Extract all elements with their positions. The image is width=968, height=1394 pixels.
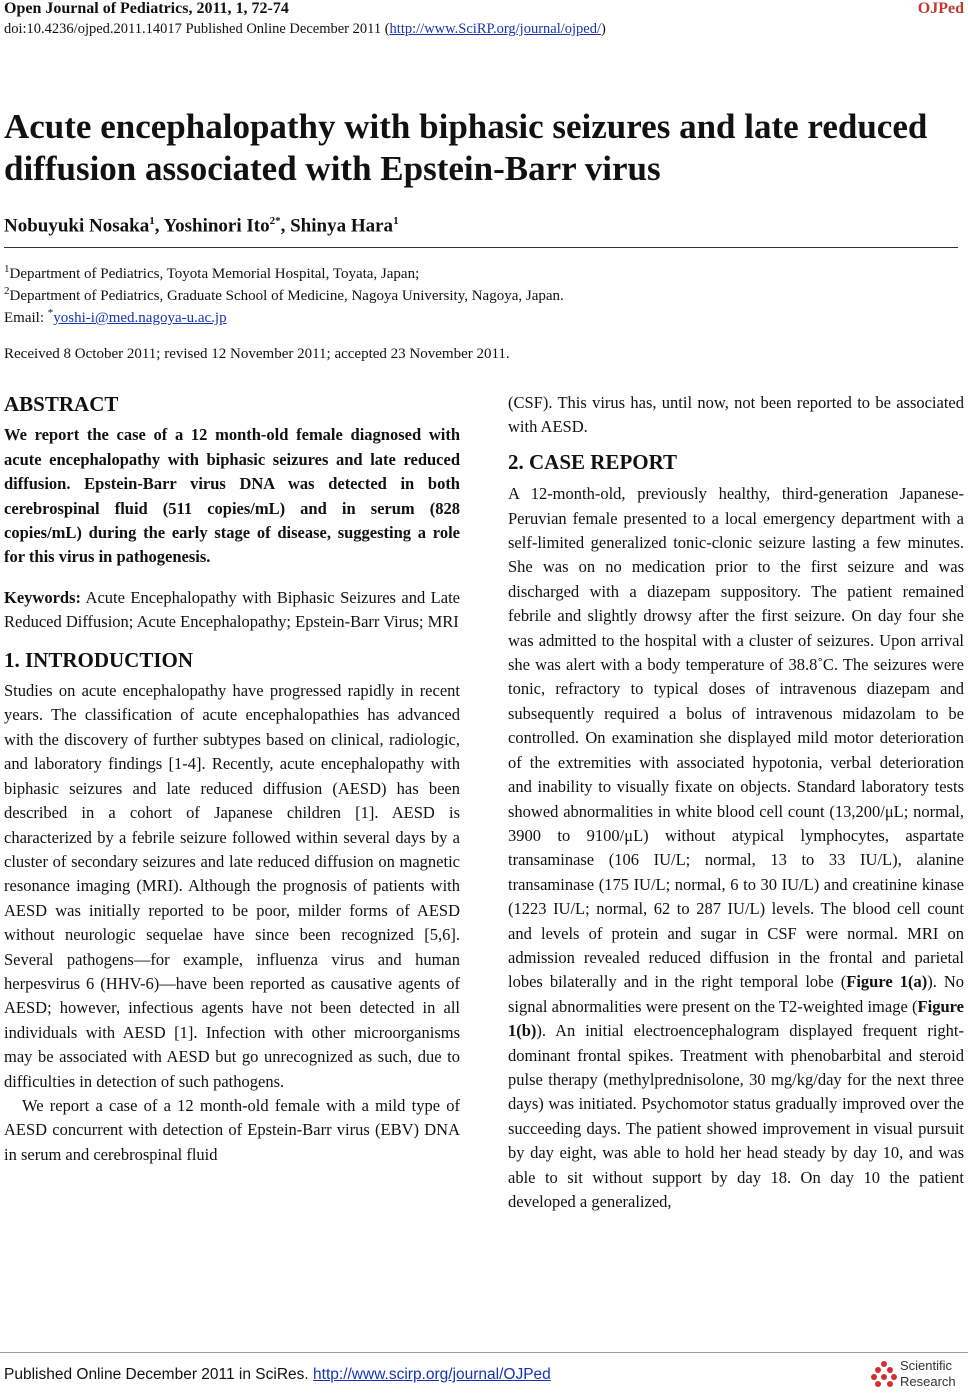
case-text: A 12-month-old, previously healthy, third-generation Japanese-Peruvian female presented to a local emergency department with a self-limited generalized tonic-clonic seizure lasting a few minutes. She was on no medication prior to the first seizure and was discharged with a diazepam suppository. The patient remained febrile and slightly drowsy after the first seizure. On day four she was admitted to the hospital with a cluster of seizures. Upon arrival she was alert with a body temperature of 38.8˚C. The seizures were tonic, refractory to typical doses of intravenous diazepam and subsequently required a bolus of intravenous midazolam to be controlled. On examination she displayed mild motor deterioration of the extremities with associated hypotonia, verbal deterioration and inability to visually fixate on objects. Standard laboratory tests showed abnormalities in white blood cell count (13,200/μL; normal, 3900 to 9100/μL) without atypical lymphocytes, aspartate transaminase (106 IU/L; normal, 13 to 33 IU/L), alanine transaminase (175 IU/L; normal, 6 to 30 IU/L) and creatinine kinase (1223 IU/L; normal, 62 to 287 IU/L) levels. The blood cell count and levels of protein and sugar in CSF were normal. MRI on admission revealed reduced diffusion in the frontal and parietal lobes bilaterally and in the right temporal lobe ( (508, 484, 964, 992)
affiliation-text: Department of Pediatrics, Toyota Memorial Hospital, Toyata, Japan; (9, 266, 420, 282)
left-column (4, 392, 460, 1167)
abstract-heading: ABSTRACT (4, 392, 119, 416)
case-report-paragraph (508, 482, 964, 1214)
email-label: Email: (4, 310, 48, 326)
doi-suffix: ) (601, 21, 606, 37)
introduction-continuation: (CSF). This virus has, until now, not been reported to be associated with AESD. (508, 393, 964, 437)
figure-reference: Figure 1(a) (846, 972, 928, 992)
title-line-2: diffusion associated with Epstein-Barr virus (4, 149, 661, 188)
footer-divider (0, 1352, 968, 1353)
introduction-paragraph-2: We report a case of a 12 month-old female with a mild type of AESD concurrent with detection of Epstein-Barr virus (EBV) DNA in serum and cerebrospinal fluid (4, 1095, 460, 1164)
logo-text (900, 1358, 956, 1390)
journal-link[interactable]: http://www.SciRP.org/journal/ojped/ (389, 21, 602, 37)
introduction-paragraph-1: Studies on acute encephalopathy have progressed rapidly in recent years. The classification of acute encephalopathies has advanced with the discovery of further subtypes based on clinical, radiologic, and laboratory findings [1-4]. Recently, acute encephalopathy with biphasic seizures and late reduced diffusion (AESD) has been described in a cohort of Japanese children [1]. AESD is characterized by a febrile seizure followed within several days by a cluster of secondary seizures and late reduced diffusion on magnetic resonance imaging (MRI). Although the prognosis of patients with AESD was initially reported to be poor, milder forms of AESD without neurologic sequelae have since been recognized [5,6]. Several pathogens—for example, influenza virus and human herpesvirus 6 (HHV-6)—have been reported as causative agents of AESD; however, infectious agents have not been detected in all individuals with AESD [1]. Infection with other microorganisms may be associated with AESD but go unrecognized as such, due to difficulties in detection of such pathogens. (4, 681, 460, 1091)
journal-abbreviation: OJPed (917, 0, 964, 17)
footer-text: Published Online December 2011 in SciRes. (4, 1366, 314, 1383)
author-list: Nobuyuki Nosaka$^1$, Yoshinori Ito$^{2*}$, Shinya Hara$^1$ (4, 215, 399, 237)
header-divider (4, 247, 958, 248)
received-dates: Received 8 October 2011; revised 12 November 2011; accepted 23 November 2011. (4, 346, 510, 362)
doi-line (4, 21, 606, 38)
logo-line-1: Scientific (900, 1358, 953, 1373)
journal-header: Open Journal of Pediatrics, 2011, 1, 72-74 (4, 0, 289, 17)
keywords-label: Keywords: (4, 587, 81, 607)
author-name: Yoshinori Ito (163, 215, 270, 237)
logo-line-2: Research (900, 1374, 956, 1389)
keywords (4, 586, 460, 635)
author-name: Shinya Hara (290, 215, 394, 237)
figure-reference: Figure 1(b) (508, 996, 964, 1041)
author-affiliation-mark: 1 (149, 215, 155, 227)
affiliation-2 (4, 285, 564, 305)
keywords-text: Acute Encephalopathy with Biphasic Seizures and Late Reduced Diffusion; Acute Encephalopathy; Epstein-Barr Virus; MRI (4, 587, 460, 632)
affiliation-mark: 2 (4, 285, 10, 297)
footer-link[interactable]: http://www.scirp.org/journal/OJPed (313, 1366, 551, 1383)
paper-title (4, 106, 964, 190)
abstract-text: We report the case of a 12 month-old female diagnosed with acute encephalopathy with biphasic seizures and late reduced diffusion. Epstein-Barr virus DNA was detected in both cerebrospinal fluid (511 copies/mL) and in serum (828 copies/mL) during the early stage of disease, suggesting a role for this virus in pathogenesis. (4, 425, 460, 567)
email-line (4, 307, 227, 327)
case-text: ). No signal abnormalities were present on the T2-weighted image ( (508, 972, 964, 1016)
introduction-heading: 1. INTRODUCTION (4, 647, 194, 672)
title-line-1: Acute encephalopathy with biphasic seizures and late reduced (4, 107, 928, 146)
affiliation-1 (4, 263, 419, 283)
case-text: ). An initial electroencephalogram displayed frequent right-dominant frontal spikes. Treatment with phenobarbital and steroid pulse therapy (methylprednisolone, 30 mg/kg/day for the next three days) was initiated. Psychomotor status gradually improved over the succeeding days. The patient showed improvement in visual pursuit by day eight, was able to hold her head steady by day 10, and was able to sit without support by day 18. On day 10 the patient developed a generalized, (508, 1021, 964, 1211)
logo-icon (870, 1360, 898, 1390)
author-affiliation-mark: 2* (269, 215, 281, 227)
case-report-heading: 2. CASE REPORT (508, 449, 678, 474)
affiliation-mark: 1 (4, 263, 10, 275)
footer (4, 1366, 551, 1384)
corresponding-mark: * (47, 307, 54, 319)
author-affiliation-mark: 1 (393, 215, 399, 227)
right-column (508, 391, 964, 1214)
doi-text: doi:10.4236/ojped.2011.14017 Published Online December 2011 ( (4, 21, 390, 37)
author-name: Nobuyuki Nosaka (4, 215, 150, 237)
email-link[interactable]: yoshi-i@med.nagoya-u.ac.jp (53, 310, 227, 326)
scientific-research-logo (870, 1358, 962, 1392)
affiliation-text: Department of Pediatrics, Graduate School of Medicine, Nagoya University, Nagoya, Japan. (9, 288, 564, 304)
